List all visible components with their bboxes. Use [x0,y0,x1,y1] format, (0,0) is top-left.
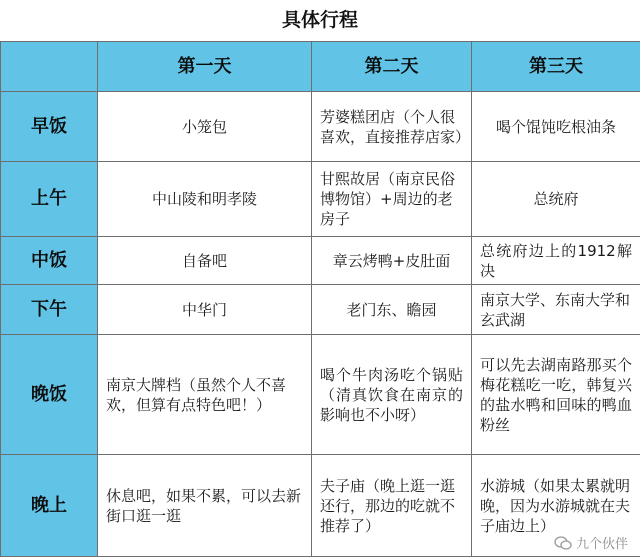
table-row [1,285,640,335]
row-label: 早饭 [1,92,98,162]
header-day2: 第二天 [312,42,472,92]
cell-day2: 老门东、瞻园 [312,285,472,335]
cell-day2: 喝个牛肉汤吃个锅贴（清真饮食在南京的影响也不小呀） [312,335,472,455]
cell-day3: 总统府 [472,162,640,237]
header-day3: 第三天 [472,42,640,92]
cell-day2: 甘熙故居（南京民俗博物馆）+周边的老房子 [312,162,472,237]
table-row [1,237,640,285]
row-label: 晚上 [1,455,98,557]
cell-day1: 中华门 [98,285,312,335]
row-label: 上午 [1,162,98,237]
table-header-row [1,42,640,92]
cell-day2: 夫子庙（晚上逛一逛还行，那边的吃就不推荐了） [312,455,472,557]
table-row [1,92,640,162]
header-day1: 第一天 [98,42,312,92]
page-title: 具体行程 [0,0,640,40]
row-label: 下午 [1,285,98,335]
table-row [1,335,640,455]
cell-day3: 喝个馄饨吃根油条 [472,92,640,162]
cell-day1: 休息吧，如果不累，可以去新街口逛一逛 [98,455,312,557]
header-corner-cell [1,42,98,92]
row-label: 中饭 [1,237,98,285]
row-label: 晚饭 [1,335,98,455]
cell-day1: 小笼包 [98,92,312,162]
table-row [1,162,640,237]
cell-day3: 可以先去湖南路那买个梅花糕吃一吃，韩复兴的盐水鸭和回味的鸭血粉丝 [472,335,640,455]
wechat-icon [554,534,572,552]
itinerary-table [0,41,640,557]
cell-day1: 中山陵和明孝陵 [98,162,312,237]
cell-day2: 章云烤鸭+皮肚面 [312,237,472,285]
watermark-text: 九个伙伴 [576,533,628,552]
cell-day3: 水游城（如果太累就明晚，因为水游城就在夫子庙边上） [472,455,640,557]
cell-day1: 自备吧 [98,237,312,285]
table-row [1,455,640,557]
cell-day2: 芳婆糕团店（个人很喜欢，直接推荐店家） [312,92,472,162]
cell-day3: 总统府边上的1912解决 [472,237,640,285]
cell-day3: 南京大学、东南大学和玄武湖 [472,285,640,335]
cell-day1: 南京大牌档（虽然个人不喜欢，但算有点特色吧！） [98,335,312,455]
watermark [554,533,628,552]
